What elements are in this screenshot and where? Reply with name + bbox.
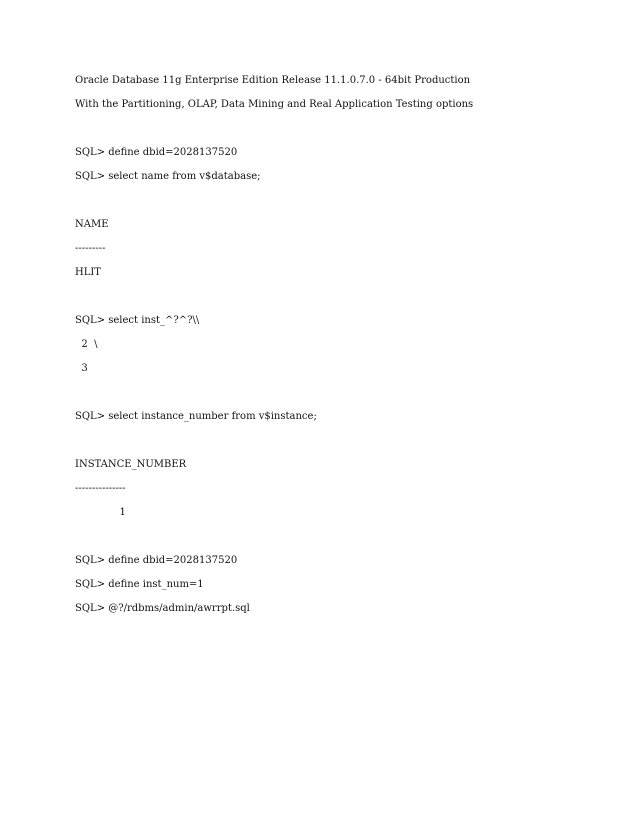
column-separator: --------- — [75, 243, 106, 254]
column-separator: --------------- — [75, 483, 126, 494]
column-header-name: NAME — [75, 219, 109, 230]
sql-continuation-2: 2 \ — [75, 339, 98, 350]
result-value-instance-number: 1 — [75, 507, 126, 518]
sql-select-name: SQL> select name from v$database; — [75, 171, 261, 182]
options-line: With the Partitioning, OLAP, Data Mining and Real Application Testing options — [75, 99, 474, 110]
sql-define-dbid: SQL> define dbid=2028137520 — [75, 147, 238, 158]
sql-select-instance-number: SQL> select instance_number from v$instance; — [75, 411, 317, 422]
result-value-name: HLIT — [75, 267, 101, 278]
banner-line: Oracle Database 11g Enterprise Edition Release 11.1.0.7.0 - 64bit Production — [75, 75, 471, 86]
sql-continuation-3: 3 — [75, 363, 88, 374]
sql-define-dbid: SQL> define dbid=2028137520 — [75, 555, 238, 566]
column-header-instance-number: INSTANCE_NUMBER — [75, 459, 187, 470]
sql-select-inst: SQL> select inst_^?^?\\ — [75, 315, 200, 326]
sql-define-inst-num: SQL> define inst_num=1 — [75, 579, 204, 590]
sql-run-awrrpt: SQL> @?/rdbms/admin/awrrpt.sql — [75, 603, 250, 614]
